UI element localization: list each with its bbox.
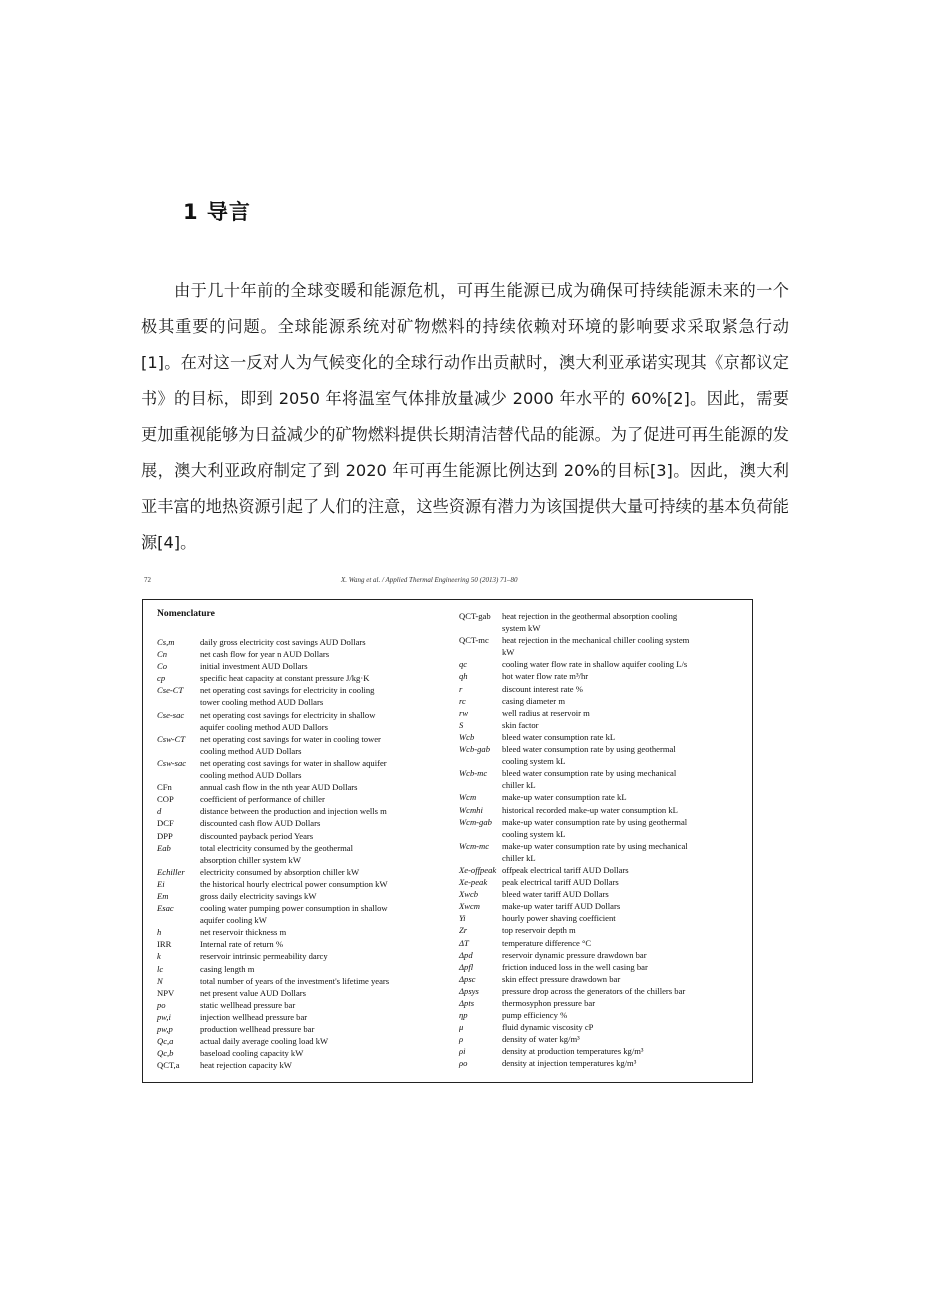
- nomenclature-symbol: Wcb-gab: [459, 744, 491, 755]
- nomenclature-row: [157, 854, 445, 866]
- nomenclature-description: skin effect pressure drawdown bar: [502, 973, 621, 984]
- nomenclature-symbol: [459, 646, 502, 658]
- nomenclature-symbol: Cse-sac: [157, 709, 185, 720]
- nomenclature-description: heat rejection in the geothermal absorption cooling: [502, 611, 678, 621]
- nomenclature-row: [459, 888, 745, 900]
- nomenclature-row: [157, 878, 445, 890]
- nomenclature-description: casing diameter m: [502, 695, 565, 706]
- nomenclature-description: make-up water tariff AUD Dollars: [502, 901, 621, 912]
- nomenclature-symbol: Em: [157, 890, 169, 901]
- nomenclature-description: tower cooling method AUD Dollars: [200, 697, 324, 708]
- nomenclature-description: chiller kL: [502, 852, 536, 863]
- nomenclature-row: [157, 781, 445, 793]
- nomenclature-row: [157, 902, 445, 914]
- nomenclature-row: [459, 622, 745, 634]
- nomenclature-description: friction induced loss in the well casing bar: [502, 961, 648, 972]
- nomenclature-row: [157, 999, 445, 1011]
- nomenclature-description: cooling water pumping power consumption in shallow: [200, 903, 388, 914]
- nomenclature-row: [157, 817, 445, 829]
- section-heading: 1 导言: [183, 200, 251, 224]
- nomenclature-row: [459, 924, 745, 936]
- nomenclature-row: [157, 805, 445, 817]
- nomenclature-row: [157, 1023, 445, 1035]
- nomenclature-row: [459, 804, 745, 816]
- nomenclature-symbol: cp: [157, 673, 166, 684]
- nomenclature-description: net present value AUD Dollars: [200, 987, 306, 998]
- nomenclature-description: pump efficiency %: [502, 1010, 568, 1021]
- nomenclature-symbol: r: [459, 683, 463, 694]
- nomenclature-row: [157, 1035, 445, 1047]
- nomenclature-description: make-up water consumption rate by using geothermal: [502, 816, 688, 827]
- nomenclature-row: [459, 634, 745, 646]
- nomenclature-row: [459, 743, 745, 755]
- nomenclature-description: net operating cost savings for water in cooling tower: [200, 733, 381, 744]
- nomenclature-row: [459, 876, 745, 888]
- nomenclature-row: [459, 1009, 745, 1021]
- nomenclature-symbol: Xwcm: [459, 901, 481, 912]
- nomenclature-description: net operating cost savings for water in shallow aquifer: [200, 757, 387, 768]
- nomenclature-symbol: [157, 721, 200, 733]
- nomenclature-description: cooling system kL: [502, 756, 566, 767]
- nomenclature-row: [157, 890, 445, 902]
- nomenclature-row: [459, 1033, 745, 1045]
- nomenclature-symbol: [157, 769, 200, 781]
- nomenclature-symbol: Eab: [157, 842, 171, 853]
- nomenclature-description: system kW: [502, 623, 541, 634]
- nomenclature-symbol: Wcb-mc: [459, 768, 488, 779]
- nomenclature-row: [459, 791, 745, 803]
- nomenclature-description: total number of years of the investment's lifetime years: [200, 975, 390, 986]
- nomenclature-description: offpeak electrical tariff AUD Dollars: [502, 864, 629, 875]
- nomenclature-symbol: DPP: [157, 830, 173, 841]
- nomenclature-row: [459, 646, 745, 658]
- nomenclature-row: [459, 937, 745, 949]
- nomenclature-description: discounted cash flow AUD Dollars: [200, 818, 321, 829]
- nomenclature-symbol: Δpts: [459, 998, 475, 1008]
- nomenclature-description: make-up water consumption rate kL: [502, 792, 627, 803]
- nomenclature-description: top reservoir depth m: [502, 925, 576, 936]
- nomenclature-row: [459, 755, 745, 767]
- nomenclature-description: hourly power shaving coefficient: [502, 913, 616, 924]
- nomenclature-description: pressure drop across the generators of the chillers bar: [502, 985, 686, 996]
- nomenclature-description: the historical hourly electrical power consumption kW: [200, 878, 388, 889]
- nomenclature-symbol: QCT,a: [157, 1060, 180, 1071]
- nomenclature-row: [157, 987, 445, 999]
- nomenclature-description: net reservoir thickness m: [200, 927, 287, 938]
- nomenclature-row: [157, 745, 445, 757]
- nomenclature-description: heat rejection capacity kW: [200, 1060, 292, 1071]
- nomenclature-description: make-up water consumption rate by using mechanical: [502, 840, 688, 851]
- nomenclature-symbol: [459, 852, 502, 864]
- nomenclature-symbol: Ei: [157, 878, 165, 889]
- intro-paragraph: 由于几十年前的全球变暖和能源危机，可再生能源已成为确保可持续能源未来的一个极其重要的问题。全球能源系统对矿物燃料的持续依赖对环境的影响要求采取紧急行动[1]。在对这一反对人为气候变化的全球行动作出贡献时，澳大利亚承诺实现其《京都议定书》的目标，即到 2050 年将温室气体排放量减少 2000 年水平的 60%[2]。因此，需要更加重视能够为日益减少的矿物燃料提供长期清洁替代品的能源。为了促进可再生能源的发展，澳大利亚政府制定了到 2020 年可再生能源比例达到 20%的目标[3]。因此，澳大利亚丰富的地热资源引起了人们的注意，这些资源有潜力为该国提供大量可持续的基本负荷能源[4]。: [141, 281, 789, 552]
- nomenclature-description: kW: [502, 647, 515, 658]
- nomenclature-symbol: h: [157, 927, 162, 938]
- nomenclature-description: total electricity consumed by the geothermal: [200, 842, 353, 853]
- nomenclature-description: cooling water flow rate in shallow aquifer cooling L/s: [502, 659, 688, 670]
- nomenclature-row: [459, 658, 745, 670]
- nomenclature-description: cooling method AUD Dollars: [200, 770, 302, 781]
- nomenclature-symbol: Csw-CT: [157, 733, 186, 744]
- nomenclature-description: initial investment AUD Dollars: [200, 661, 308, 672]
- nomenclature-description: electricity consumed by absorption chiller kW: [200, 866, 360, 877]
- nomenclature-row: [157, 733, 445, 745]
- nomenclature-description: production wellhead pressure bar: [200, 1024, 315, 1034]
- nomenclature-symbol: Wcm: [459, 792, 477, 803]
- nomenclature-symbol: ρi: [459, 1046, 466, 1057]
- nomenclature-description: discounted payback period Years: [200, 830, 314, 841]
- nomenclature-right-column: [459, 610, 745, 1070]
- nomenclature-description: bleed water consumption rate by using mechanical: [502, 768, 677, 779]
- nomenclature-symbol: QCT-mc: [459, 635, 489, 646]
- nomenclature-description: discount interest rate %: [502, 683, 583, 694]
- nomenclature-symbol: [459, 622, 502, 634]
- nomenclature-row: [459, 961, 745, 973]
- nomenclature-row: [157, 660, 445, 672]
- nomenclature-symbol: qh: [459, 671, 468, 682]
- nomenclature-symbol: k: [157, 951, 161, 962]
- nomenclature-row: [157, 830, 445, 842]
- nomenclature-symbol: Yi: [459, 913, 466, 924]
- nomenclature-description: density at injection temperatures kg/m³: [502, 1058, 637, 1069]
- nomenclature-description: absorption chiller system kW: [200, 854, 301, 865]
- nomenclature-row: [157, 975, 445, 987]
- nomenclature-symbol: DCF: [157, 818, 174, 829]
- nomenclature-row: [157, 1047, 445, 1059]
- nomenclature-row: [459, 719, 745, 731]
- nomenclature-description: reservoir dynamic pressure drawdown bar: [502, 949, 647, 960]
- nomenclature-row: [157, 648, 445, 660]
- nomenclature-symbol: [157, 745, 200, 757]
- nomenclature-symbol: Δpfl: [459, 961, 474, 972]
- nomenclature-row: [459, 731, 745, 743]
- nomenclature-description: annual cash flow in the nth year AUD Dollars: [200, 782, 358, 793]
- nomenclature-description: heat rejection in the mechanical chiller cooling system: [502, 635, 690, 646]
- nomenclature-symbol: [459, 828, 502, 840]
- nomenclature-symbol: Xe-peak: [459, 877, 488, 888]
- nomenclature-symbol: Cs,m: [157, 637, 175, 647]
- nomenclature-description: density at production temperatures kg/m³: [502, 1046, 644, 1057]
- nomenclature-row: [459, 1021, 745, 1033]
- nomenclature-description: bleed water consumption rate kL: [502, 731, 616, 742]
- nomenclature-symbol: Esac: [157, 903, 174, 914]
- nomenclature-row: [459, 912, 745, 924]
- nomenclature-symbol: ρ: [459, 1034, 464, 1045]
- nomenclature-row: [157, 672, 445, 684]
- nomenclature-row: [459, 840, 745, 852]
- nomenclature-row: [459, 707, 745, 719]
- nomenclature-description: cooling method AUD Dollars: [200, 745, 302, 756]
- nomenclature-symbol: rc: [459, 695, 466, 706]
- nomenclature-symbol: COP: [157, 794, 174, 805]
- nomenclature-description: bleed water consumption rate by using geothermal: [502, 744, 676, 755]
- nomenclature-description: net operating cost savings for electricity in shallow: [200, 709, 376, 720]
- nomenclature-description: coefficient of performance of chiller: [200, 794, 325, 805]
- nomenclature-row: [157, 709, 445, 721]
- nomenclature-symbol: Δpsc: [459, 973, 476, 984]
- nomenclature-row: [157, 926, 445, 938]
- nomenclature-description: distance between the production and injection wells m: [200, 806, 387, 817]
- nomenclature-row: [459, 864, 745, 876]
- nomenclature-row: [157, 1059, 445, 1071]
- nomenclature-symbol: ηp: [459, 1010, 468, 1021]
- nomenclature-row: [157, 950, 445, 962]
- nomenclature-row: [459, 816, 745, 828]
- nomenclature-row: [157, 1011, 445, 1023]
- nomenclature-symbol: Δpd: [459, 949, 473, 960]
- nomenclature-description: chiller kL: [502, 780, 536, 791]
- nomenclature-symbol: qc: [459, 659, 468, 670]
- nomenclature-symbol: Qc,b: [157, 1048, 174, 1059]
- intro-paragraph-block: [141, 273, 789, 561]
- nomenclature-symbol: Wcmhi: [459, 804, 483, 815]
- nomenclature-row: [459, 1057, 745, 1069]
- nomenclature-symbol: [459, 755, 502, 767]
- nomenclature-description: fluid dynamic viscosity cP: [502, 1022, 594, 1033]
- nomenclature-description: historical recorded make-up water consumption kL: [502, 804, 678, 815]
- nomenclature-symbol: pw,i: [157, 1011, 171, 1022]
- page-number: 72: [144, 576, 151, 584]
- nomenclature-row: [459, 683, 745, 695]
- nomenclature-symbol: Csw-sac: [157, 757, 187, 768]
- nomenclature-row: [459, 852, 745, 864]
- nomenclature-symbol: S: [459, 719, 464, 730]
- nomenclature-symbol: CFn: [157, 782, 172, 793]
- nomenclature-symbol: Co: [157, 661, 168, 672]
- nomenclature-description: static wellhead pressure bar: [200, 999, 296, 1010]
- nomenclature-symbol: μ: [459, 1022, 464, 1033]
- nomenclature-symbol: IRR: [157, 939, 172, 950]
- nomenclature-row: [459, 695, 745, 707]
- nomenclature-symbol: [157, 854, 200, 866]
- nomenclature-description: hot water flow rate m³/hr: [502, 671, 589, 682]
- nomenclature-row: [157, 914, 445, 926]
- nomenclature-symbol: Qc,a: [157, 1036, 174, 1047]
- nomenclature-description: aquifer cooling method AUD Dallors: [200, 721, 328, 732]
- nomenclature-description: net cash flow for year n AUD Dollars: [200, 649, 330, 660]
- nomenclature-description: gross daily electricity savings kW: [200, 890, 317, 901]
- nomenclature-description: bleed water tariff AUD Dollars: [502, 889, 609, 900]
- nomenclature-description: thermosyphon pressure bar: [502, 998, 596, 1008]
- nomenclature-symbol: Wcm-gab: [459, 816, 492, 827]
- nomenclature-symbol: d: [157, 806, 162, 817]
- nomenclature-row: [157, 696, 445, 708]
- nomenclature-description: density of water kg/m³: [502, 1034, 580, 1045]
- nomenclature-row: [157, 793, 445, 805]
- nomenclature-description: net operating cost savings for electricity in cooling: [200, 685, 375, 696]
- nomenclature-row: [157, 721, 445, 733]
- nomenclature-symbol: lc: [157, 963, 164, 974]
- nomenclature-row: [157, 636, 445, 648]
- nomenclature-description: daily gross electricity cost savings AUD Dollars: [200, 637, 366, 647]
- nomenclature-symbol: ΔT: [459, 937, 469, 948]
- nomenclature-description: reservoir intrinsic permeability darcy: [200, 951, 328, 962]
- nomenclature-description: actual daily average cooling load kW: [200, 1036, 329, 1047]
- nomenclature-row: [157, 938, 445, 950]
- nomenclature-symbol: Cse-CT: [157, 685, 184, 696]
- nomenclature-row: [157, 963, 445, 975]
- nomenclature-symbol: [157, 914, 200, 926]
- nomenclature-row: [459, 973, 745, 985]
- nomenclature-symbol: NPV: [157, 987, 175, 998]
- nomenclature-row: [459, 670, 745, 682]
- nomenclature-symbol: QCT-gab: [459, 611, 491, 621]
- nomenclature-row: [459, 828, 745, 840]
- nomenclature-symbol: ρo: [459, 1058, 468, 1069]
- nomenclature-description: cooling system kL: [502, 828, 566, 839]
- nomenclature-symbol: Echiller: [157, 866, 185, 877]
- nomenclature-description: Internal rate of return %: [200, 939, 284, 950]
- nomenclature-row: [459, 610, 745, 622]
- nomenclature-row: [157, 757, 445, 769]
- nomenclature-description: injection wellhead pressure bar: [200, 1011, 308, 1022]
- nomenclature-symbol: rw: [459, 707, 469, 718]
- nomenclature-row: [157, 684, 445, 696]
- nomenclature-symbol: Xwcb: [459, 889, 479, 900]
- nomenclature-symbol: [459, 779, 502, 791]
- nomenclature-row: [459, 900, 745, 912]
- nomenclature-description: specific heat capacity at constant pressure J/kg·K: [200, 673, 370, 684]
- nomenclature-description: skin factor: [502, 719, 539, 730]
- nomenclature-symbol: Wcb: [459, 731, 475, 742]
- journal-citation: X. Wang et al. / Applied Thermal Engineering 50 (2013) 71–80: [341, 576, 518, 584]
- nomenclature-row: [459, 767, 745, 779]
- nomenclature-symbol: [157, 696, 200, 708]
- nomenclature-symbol: Δpsys: [459, 985, 479, 996]
- nomenclature-row: [157, 866, 445, 878]
- nomenclature-row: [459, 949, 745, 961]
- nomenclature-description: peak electrical tariff AUD Dollars: [502, 877, 619, 888]
- nomenclature-row: [157, 769, 445, 781]
- nomenclature-symbol: pw,p: [157, 1024, 173, 1034]
- nomenclature-symbol: Wcm-mc: [459, 840, 490, 851]
- nomenclature-box: [142, 599, 753, 1083]
- nomenclature-symbol: Xe-offpeak: [459, 864, 497, 875]
- nomenclature-description: baseload cooling capacity kW: [200, 1048, 304, 1059]
- nomenclature-row: [459, 779, 745, 791]
- nomenclature-title: Nomenclature: [157, 608, 215, 619]
- nomenclature-row: [459, 985, 745, 997]
- nomenclature-row: [157, 842, 445, 854]
- nomenclature-symbol: Cn: [157, 649, 168, 660]
- nomenclature-row: [459, 997, 745, 1009]
- nomenclature-description: well radius at reservoir m: [502, 707, 590, 718]
- nomenclature-description: temperature difference °C: [502, 937, 592, 948]
- nomenclature-left-column: [157, 636, 445, 1071]
- nomenclature-symbol: Zr: [459, 925, 468, 936]
- nomenclature-description: aquifer cooling kW: [200, 915, 267, 926]
- nomenclature-row: [459, 1045, 745, 1057]
- journal-running-header: [141, 574, 753, 588]
- nomenclature-symbol: N: [157, 975, 163, 986]
- nomenclature-description: casing length m: [200, 963, 255, 974]
- nomenclature-symbol: po: [157, 999, 166, 1010]
